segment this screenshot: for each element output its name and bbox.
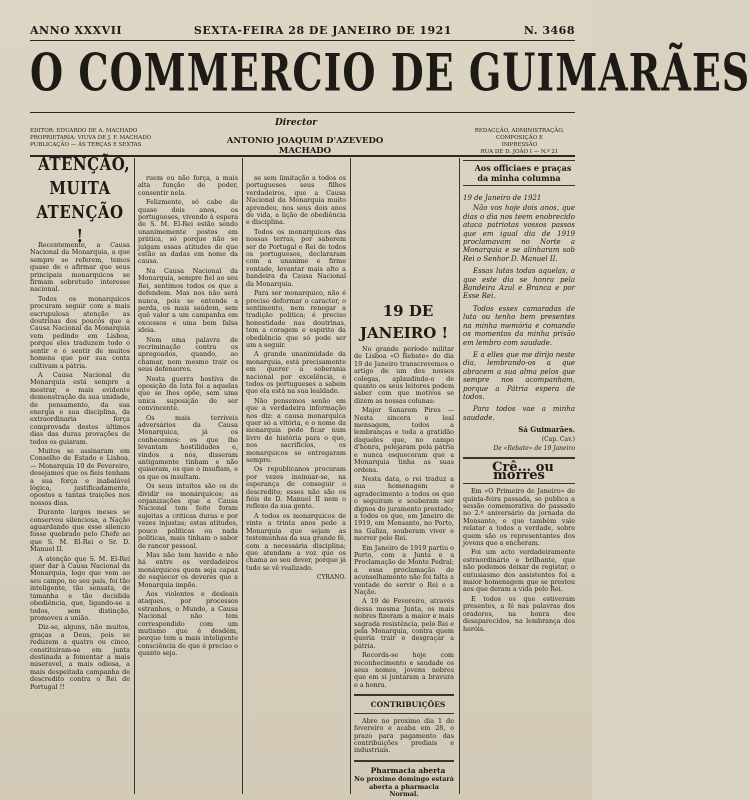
paragraph: A atenção que S. M. El-Rei quer dar à Causa Nacional da Monarquia, logo que vem ao seu campo, no seu país, foi tão inteligente, tão sensata, de tamanha e tão decidida obediência, que, ligando-se a todos, sem distinção, promoveu a união. [30, 554, 130, 622]
paragraph: Os republicanos procuram por vezes insinuar-se, na esperança de conseguir o descredito; esses não são os fiéis de D. Manuel II nem o reflexo da sua gente. [246, 465, 346, 511]
paragraph: Muitos se assinaram em Conselho de Estado e Lisboa, — Monarquia 10 de Fevereiro, desejamos que os fieis tenham a sua força e inabalável lógica, justificadamente, opostos a tantas traições nos nossos dias. [30, 446, 130, 507]
column-3 [246, 175, 346, 795]
paragraph: Essas lutas todas aquelas, a que este dia se honra pela Bandeira Azul e Branca e por Esse Rei. [463, 267, 575, 301]
section-heading: Aos officiaes e praças da minha columna [463, 160, 575, 186]
paragraph: Aos violentos e desleais ataques, por processos estranhos, o Mundo, a Causa Nacional não tem correspondido com um mutismo que é desdém, porque tem a mais inteligente consciência de que é preciso o quanto seja. [138, 589, 238, 658]
paragraph: ruem ou não força, a mais alta função de poder, consentir nela. [138, 174, 238, 197]
paragraph: No proximo domingo estará aberta a pharmacia Normal. [354, 775, 454, 798]
editor-line: EDITOR: EDUARDO DE A. MACHADO [30, 128, 138, 134]
paragraph: A 19 de Fevereiro, através dessa mesma Junta, os mais nobres fizeram a maior e mais sagrada resistência, pelo Rei e pela Monarquia, contra quem queria trair e desgraçar a pátria. [354, 597, 454, 650]
paragraph: Foi um acto verdadeiramente estraordinário e brilhante, que não podemos deixar de registar, o entusiasmo dos assistentes foi a maior homenagem que se prestou aos que deram a vida pelo Rei. [463, 548, 575, 594]
paragraph: Nesta guerra hostiva de oposição da luta foi a aquelas que se lhes opõe, sem uma unica suposição de ser convincente. [138, 374, 238, 413]
paragraph: A Causa Nacional da Monarquia está sempre a mostrar, e mais evidente demonstração da sua unidade, de pensamento, da sua energia e sua disciplina, da extraordinaria força comprovada destes últimos dias das duras provações de todos os guiaram. [30, 370, 130, 446]
director-label: Director [274, 118, 318, 128]
paragraph: Todos os monarquicos procuram seguir com a mais escrupulosa atenção as doutrinas dos poucos que a Causa Nacional da Monarquia vem pedindo em Lisboa, porque eles traduzem todo o sentir e o sentir de muitos homens que por sua conta cultivam a pátria. [30, 294, 130, 370]
volume-number: ANNO XXXVII [30, 23, 122, 37]
paragraph: Em «O Primeiro de Janeiro» de quinta-feira passada, se publica a sessão comemorativa do passado no 2.º aniversário da jornada de Monsanto, e que também vale relatar a todos a verdade, sobre quem são os representantes dos jovens que a encheram. [463, 487, 575, 548]
paragraph: Diz-se, alguns, não muitos, graças a Deus, pois se reduzem a quatro ou cinco, constituiram-se em junta destinada a fomentar a mais miseravel, a mais odiosa, a mais despeitada campanha de descredito contra o Rei de Portugal !! [30, 623, 130, 691]
section-rule [354, 694, 454, 696]
paragraph: Os mais terriveis adversários da Causa Monarquica, já os conhecemos: os que lhe levantam hostilidades e, vindos a nós, disseram antigamente tinham e não quiseram, os que o insuflam, e os que os insultam. [138, 413, 238, 481]
paragraph: E todos os que estiveram presentes, a fé nas palavras dos oradores, na honra dos desaparecidos, na lembrança dos heróis. [463, 594, 575, 633]
paragraph: No grande período militar de Lisboa «O Rebate» do dia 19 de Janeiro transcrevemos o artigo de um dos nossos colegas, aplaudindo-o de quanto os seus leitores podem saber com que motivos se dizem as nossas colunas: [354, 345, 454, 405]
paragraph: Recorda-se hoje com reconhecimento e saudade os seus nomes, jovens nobres que em si juntaram a bravura e a honra. [354, 651, 454, 689]
column-divider [459, 158, 460, 794]
article-headline: 19 DE JANEIRO ! [359, 302, 449, 342]
paragraph: Major Sanarem Pires — Nesta sincera e leal mensagem, todos a lembranças e toda a gratidão daqueles que, no campo d'honra, pelejaram pela pátria e nunca esqueceram que a Monarquia tinha as suas ordens. [354, 406, 454, 474]
paragraph: Na Causa Nacional da Monarquia, sempre fiel ao seu Rei, sentimos todos os que a defendem. Mas nos não será nunca, pois se entende a perda, os mais saúdem, sem quê valor a um campanha em excessos e uma bem falsa ideia. [138, 266, 238, 335]
column-divider [242, 158, 243, 794]
issue-date: SEXTA-FEIRA 28 DE JANEIRO DE 1921 [193, 23, 452, 37]
section-heading: CONTRIBUIÇÕES [370, 700, 446, 710]
source-note: De «Rebate» de 19 Janeiro [493, 444, 575, 452]
address-line: RUA DE D. JOÃO I — N.º 21 [480, 149, 559, 155]
paragraph: Felizmente, só cabe de quase dois anos, os portugueses, vivendo à espera de S. M. El-Rei estão sendo unanimemente postos em prática, só porque não se julgam essas atitudes de que estão as dadas em nome da causa. [138, 198, 238, 266]
paragraph: A todos os monarquicos de vinte a trinta anos pede a Monarquia que sejam as testemunhas da sua grande fé, com a necessária disciplina; que atendam a voz que os chama ao seu dever, porque já tudo se vê realizado. [246, 511, 346, 572]
paragraph: Durante largos meses se conservou silenciosa, a Nação aguardando que esse silencio fosse quebrado pelo Chefe ao que S. M. El-Rei o Sr. D. Manuel II. [30, 508, 130, 554]
paragraph: Os seus intuitos são os de dividir os monárquicos; as organizações que a Causa Nacional tem feito foram sujeitas a criticas duras e por vezes injustas; estas atitudes, pouco politicas ou nada politicas, mais tinham o sabor de rancor pessoal. [138, 482, 238, 550]
paragraph: Em Janeiro de 1919 partiu o Porto, com a Junta e a Proclamação de Monte Pedral; a essa proclamação de aconselhamento não foi falta a vontade de servir o Rei e a Nação. [354, 543, 454, 596]
owner-line: PROPRIETARIA: VIUVA DE J. F. MACHADO [30, 135, 152, 141]
paragraph: Para ser monarquico, não é preciso deformar o caracter, o sentimento, nem renegar a tradição politica; é preciso honestidade nas doutrinas, tem a coragem e espirito da obediência que só pode ser um a seguir. [246, 289, 346, 349]
office-info [462, 128, 577, 156]
paragraph: A grande unanimidade da monarquia, está precisamente em querer a soberania nacional por excelência, e todos os portugueses a sabem que ela está na sua lealdade. [246, 350, 346, 396]
paragraph: Para todos vae a minha saudade. [463, 405, 575, 422]
paragraph: Nesta data, o rei traduz a sua homenagem e agradecimento a todos os que o seguiram e souberam ser dignos do juramento prestado; a todos os que, em Janeiro de 1919, em Monsanto, no Porto, na Galiza, souberam viver e morrer pelo Rei. [354, 474, 454, 543]
paragraph: Abre no proximo dia 1 de fevereiro e acaba em 28, o prazo para pagamento das contribuições prediais e industriais. [354, 716, 454, 755]
paragraph: Não vos hoje dois anos, que dias o dia nos teem enobrecido ataca patriotas vossos passos que em igual dia de 1919 proclamavam no Norte a Monarquia e se alinharam sob Rei o Senhor D. Manuel II. [463, 204, 575, 263]
column-divider [134, 158, 135, 794]
section-rule [463, 457, 575, 459]
issue-number: N. 3468 [523, 23, 575, 37]
paragraph: Todos esses camaradas de luta ou tenho bem presentes na minha memória e comando os momentos da minha prisão em lembro com saudade. [463, 304, 575, 347]
paragraph: Recentemente, a Causa Nacional da Monarquia, a que sempre se referem, temos quase de o afirmar que seus principais monarquicos se firmam sobretudo interesse nacional. [30, 241, 130, 294]
article-headline: ATENÇÃO, MUITA ATENÇÃO ! [36, 153, 131, 247]
column-divider [350, 158, 351, 794]
paragraph: Não pensemos senão em que a verdadeira informação nos diz: a causa monarquica quer só a vitória, e o nome da monarquia pode ficar num livro de história para o que, nos sacrifícios, os monarquicos se entregaram sempre. [246, 396, 346, 465]
paragraph: se sem limitação a todos os portugueses seus filhos verdadeiros, que a Causa Nacional da Monarquia muito aprendeu, nos seus dois anos de vida, a lição de obediência e disciplina. [246, 174, 346, 227]
section-rule [463, 483, 575, 484]
paragraph: Nem uma palavra de recriminação contra os apregoados, quando, ao chamar, nem mesmo trair os seus defensores. [138, 335, 238, 374]
letter-date: 19 de Janeiro de 1921 [463, 194, 542, 202]
section-heading: Pharmacia aberta [370, 765, 446, 775]
newspaper-title: O COMMERCIO DE GUIMARÃES [30, 41, 750, 103]
author-signature: Sá Guimarães. [518, 425, 575, 435]
column-1 [30, 153, 131, 795]
editorial-info [30, 128, 200, 149]
paragraph: Todos os monarquicos das nossas terras, por saberem ser de Portugal e Rei de todos os portugueses, declararam com a unanime e firme vontade, levantar mais alto a bandeira da Causa Nacional da Monarquia. [246, 227, 346, 288]
office-line: REDACÇÃO, ADMINISTRAÇÃO, COMPOSIÇÃO E [474, 128, 565, 141]
article-headline: Crê... ou morres [492, 460, 554, 483]
paragraph: Mas não tem havido e não há entre os verdadeiros monárquicos quem seja capaz de esquecer os deveres que a Monarquia impõe. [138, 550, 238, 589]
director-name: ANTONIO JOAQUIM D'AZEVEDO MACHADO [226, 136, 384, 156]
publication-line: PUBLICAÇÃO — ÁS TERÇAS E SEXTAS [30, 142, 142, 148]
office-line: IMPRESSÃO [501, 142, 538, 148]
author-rank: (Cap. Cav.) [541, 435, 575, 443]
author-signature: CYRANO. [316, 574, 346, 582]
column-5 [463, 160, 575, 795]
column-4 [354, 300, 454, 798]
paragraph: E a elles que me dirijo neste dia, lembrando-os a que abracem a sua alma pelos que sempre nos acompanham, porque a Pátria espera de todos. [463, 350, 575, 401]
column-2 [138, 175, 238, 795]
letter-body [463, 204, 575, 422]
section-rule [354, 713, 454, 714]
section-rule [354, 760, 454, 762]
masthead-rule [30, 112, 575, 113]
